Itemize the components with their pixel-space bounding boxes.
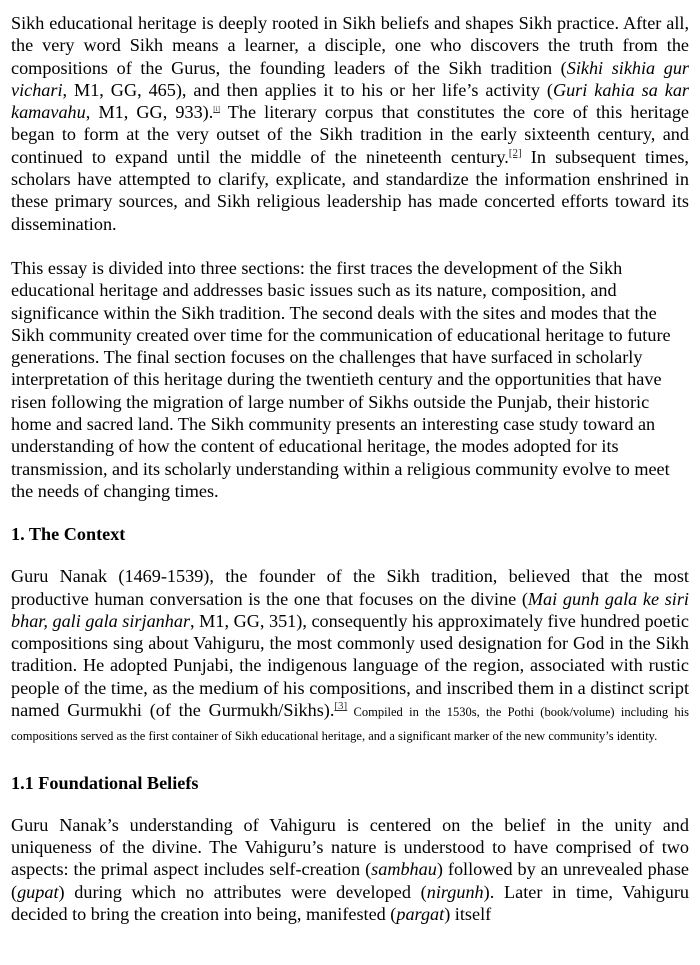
text-run: ) itself [444, 903, 492, 924]
paragraph-guru-nanak [11, 565, 689, 747]
text-run: ). Later in time, Vahiguru decided to bring the creation into being, manifested ( [11, 881, 689, 924]
section-heading-foundational-beliefs: 1.1 Foundational Beliefs [11, 772, 199, 793]
text-run: , M1, GG, 933). [85, 102, 214, 123]
paragraph-essay-outline: This essay is divided into three sections: the first traces the development of the Sikh educational heritage and addresses basic issues such as its nature, composition, and significance within the Sikh tradition. The second deals with the sites and modes that the Sikh community created over time for the communication of educational heritage to future generations. The final section focuses on the challenges that have surfaced in scholarly interpretation of this heritage during the twentieth century and the opportunities that have risen following the migration of large number of Sikhs outside the Punjab, their historic home and sacred land. The Sikh community presents an interesting case study toward an understanding of how the content of educational heritage, the modes adopted for its transmission, and its scholarly understanding within a religious community evolve to meet the needs of changing times. [11, 257, 671, 501]
section-heading-context: 1. The Context [11, 524, 126, 545]
italic-quote: Sikhi sikhia gur vichari [11, 57, 690, 100]
footnote-link[interactable]: [i] [213, 105, 220, 114]
text-run: , M1, GG, 351), consequently his approximately five hundred poetic compositions sing about Vahiguru, the most commonly used designation for God in the Sikh tradition. He adopted Punjabi, the indigenous language of the region, associated with rustic people of the time, as the medium of his compositions, and inscribed them in a distinct script named Gurmukhi (of the Gurmukh/Sikhs). [11, 610, 690, 721]
text-run: Guru Nanak’s understanding of Vahiguru is centered on the belief in the unity and uniqueness of the divine. The Vahiguru’s nature is understood to have comprised of two aspects: the primal aspect includes self-creation ( [11, 814, 689, 880]
footnote-link[interactable]: [2] [508, 146, 522, 159]
text-run: ) followed by an unrevealed phase ( [11, 859, 689, 902]
text-run: , M1, GG, 465), and then applies it to his or her life’s activity ( [62, 79, 553, 100]
italic-quote: Mai gunh gala ke siri bhar, gali gala sirjanhar [11, 588, 689, 631]
footnote-link[interactable]: [3] [334, 699, 348, 712]
text-run: The literary corpus that constitutes the core of this heritage began to form at the very outset of the Sikh tradition in the early sixteenth century, and continued to expand until the middle of the nineteenth century. [11, 102, 690, 167]
italic-term: gupat [17, 881, 59, 902]
italic-quote: Guri kahia sa kar kamavahu [11, 79, 689, 123]
text-run: Sikh educational heritage is deeply rooted in Sikh beliefs and shapes Sikh practice. After all, the very word Sikh means a learner, a disciple, one who discovers the truth from the compositions of the Gurus, the founding leaders of the Sikh tradition ( [11, 13, 689, 78]
text-run: In subsequent times, scholars have attempted to clarify, explicate, and standardize the information enshrined in these primary sources, and Sikh religious leadership has made concerted efforts toward its dissemination. [11, 146, 689, 234]
paragraph-intro [11, 12, 689, 235]
text-run: Guru Nanak (1469-1539), the founder of the Sikh tradition, believed that the most productive human conversation is the one that focuses on the divine ( [11, 566, 689, 609]
italic-term: nirgunh [426, 881, 484, 902]
paragraph-vahiguru [11, 814, 689, 925]
italic-term: pargat [396, 903, 445, 924]
small-text-run: Compiled in the 1530s, the Pothi (book/volume) including his compositions served as the first container of Sikh educational heritage, and a significant marker of the new community’s identity. [11, 705, 689, 744]
italic-term: sambhau [371, 859, 437, 880]
text-run: ) during which no attributes were developed ( [58, 881, 427, 902]
